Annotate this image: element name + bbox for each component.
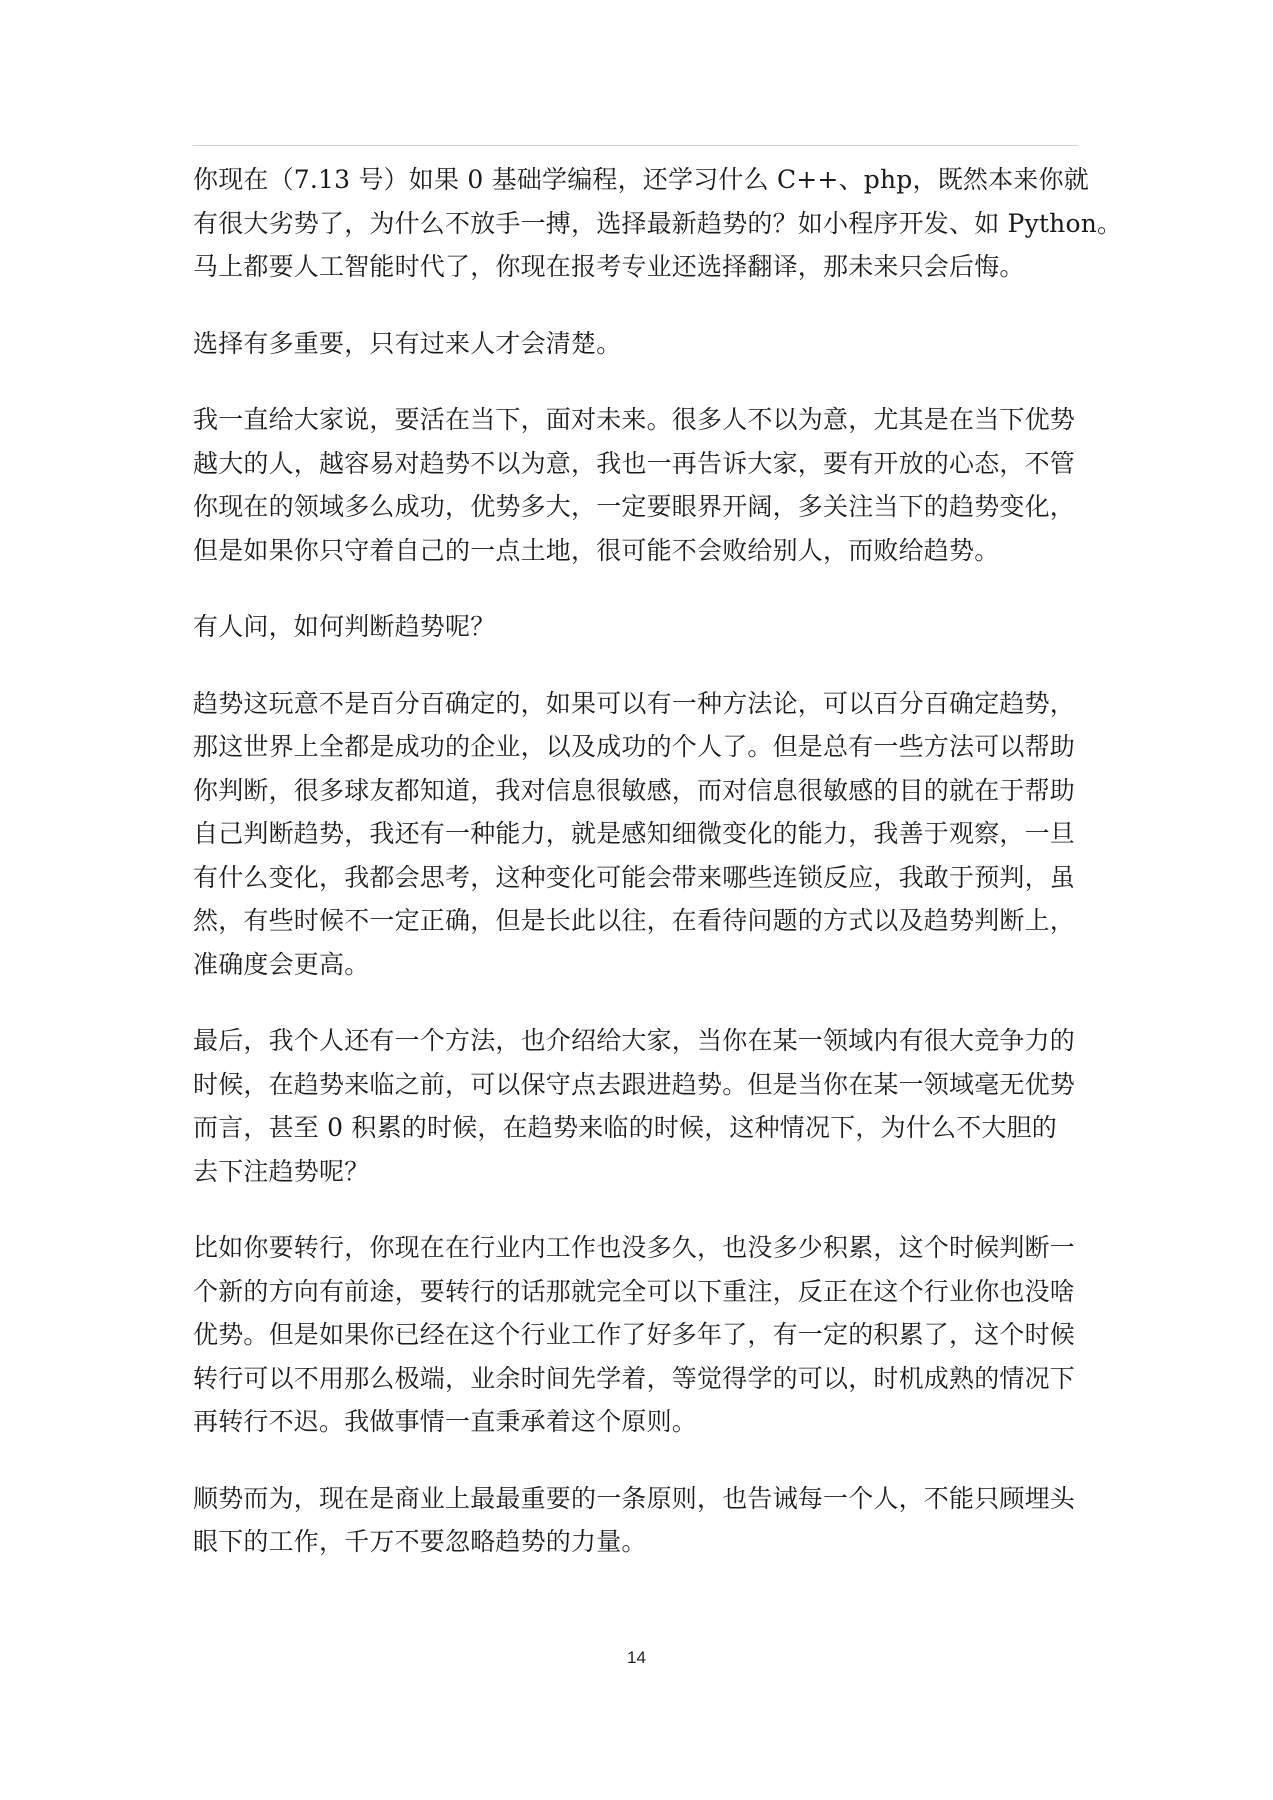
text-line: 有什么变化，我都会思考，这种变化可能会带来哪些连锁反应，我敢于预判，虽	[193, 862, 1076, 892]
text-line: 有人问，如何判断趋势呢？	[193, 612, 496, 641]
text-line: 准确度会更高。	[193, 949, 370, 979]
page-number: 14	[627, 1648, 646, 1667]
paragraph	[193, 682, 1078, 987]
header-divider	[193, 145, 1078, 146]
text-line: 你判断，很多球友都知道，我对信息很敏感，而对信息很敏感的目的就在于帮助	[193, 775, 1076, 805]
text-line: 个新的方向有前途，要转行的话那就完全可以下重注，反正在这个行业你也没啥	[193, 1276, 1076, 1306]
paragraph	[193, 398, 1078, 572]
text-line: 眼下的工作，千万不要忽略趋势的力量。	[193, 1527, 647, 1556]
text-line: 自己判断趋势，我还有一种能力，就是感知细微变化的能力，我善于观察，一旦	[193, 819, 1076, 848]
paragraph	[193, 1226, 1078, 1444]
text-line: 有很大劣势了，为什么不放手一搏，选择最新趋势的？如小程序开发、如 Python。	[193, 208, 1123, 238]
body-text	[193, 158, 1123, 1597]
paragraph	[193, 1477, 1078, 1564]
text-line: 我一直给大家说，要活在当下，面对未来。很多人不以为意，尤其是在当下优势	[193, 405, 1076, 434]
text-line: 比如你要转行，你现在在行业内工作也没多久，也没多少积累，这个时候判断一	[193, 1233, 1076, 1262]
text-line: 你现在的领域多么成功，优势多大，一定要眼界开阔，多关注当下的趋势变化，	[193, 492, 1076, 521]
text-line: 但是如果你只守着自己的一点土地，很可能不会败给别人，而败给趋势。	[193, 535, 1000, 565]
text-line: 顺势而为，现在是商业上最最重要的一条原则，也告诫每一个人，不能只顾埋头	[193, 1483, 1076, 1513]
text-line: 你现在（7.13 号）如果 0 基础学编程，还学习什么 C++、php，既然本来你就	[193, 165, 1089, 194]
paragraph	[193, 322, 1078, 366]
text-line: 然，有些时候不一定正确，但是长此以往，在看待问题的方式以及趋势判断上，	[193, 906, 1076, 935]
text-line: 再转行不迟。我做事情一直秉承着这个原则。	[193, 1407, 698, 1436]
text-line: 时候，在趋势来临之前，可以保守点去跟进趋势。但是当你在某一领域毫无优势	[193, 1069, 1076, 1099]
text-line: 优势。但是如果你已经在这个行业工作了好多年了，有一定的积累了，这个时候	[193, 1320, 1076, 1349]
paragraph	[193, 1019, 1078, 1193]
text-line: 越大的人，越容易对趋势不以为意，我也一再告诉大家，要有开放的心态，不管	[193, 448, 1076, 478]
text-line: 转行可以不用那么极端，业余时间先学着，等觉得学的可以，时机成熟的情况下	[193, 1363, 1076, 1393]
paragraph	[193, 605, 1078, 649]
text-line: 马上都要人工智能时代了，你现在报考专业还选择翻译，那未来只会后悔。	[193, 252, 1025, 281]
text-line: 去下注趋势呢？	[193, 1156, 370, 1186]
text-line: 最后，我个人还有一个方法，也介绍给大家，当你在某一领域内有很大竞争力的	[193, 1026, 1076, 1055]
text-line: 而言，甚至 0 积累的时候，在趋势来临的时候，这种情况下，为什么不大胆的	[193, 1113, 1058, 1142]
text-line: 那这世界上全都是成功的企业，以及成功的个人了。但是总有一些方法可以帮助	[193, 732, 1076, 761]
text-line: 趋势这玩意不是百分百确定的，如果可以有一种方法论，可以百分百确定趋势，	[193, 688, 1076, 718]
paragraph	[193, 158, 1123, 289]
text-line: 选择有多重要，只有过来人才会清楚。	[193, 328, 622, 358]
